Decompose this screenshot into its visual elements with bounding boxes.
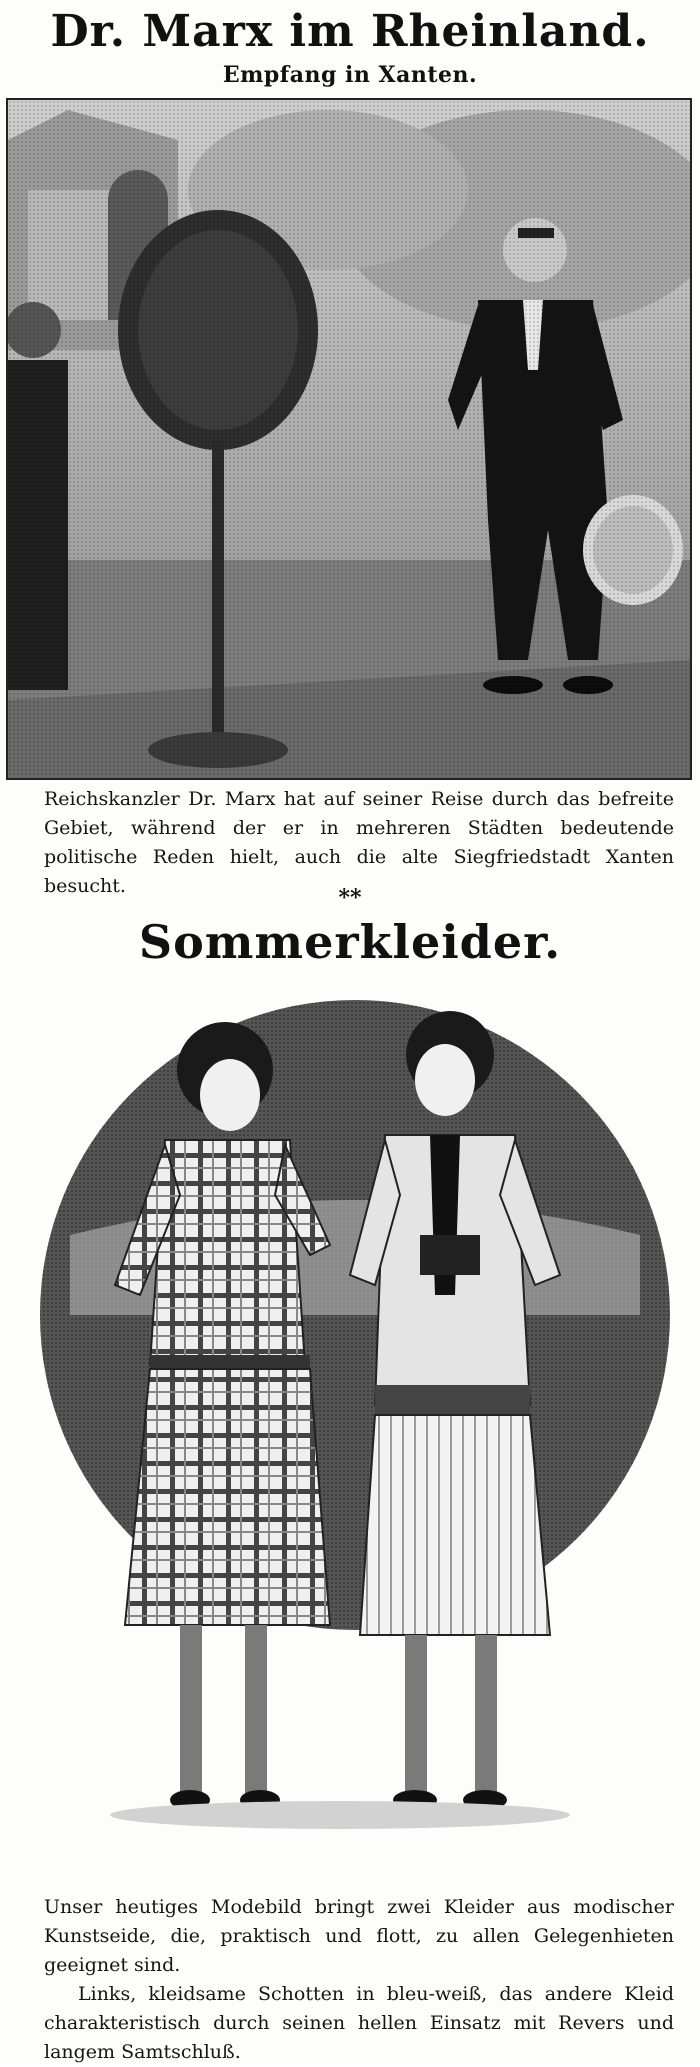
subheadline-xanten: Empfang in Xanten. xyxy=(222,62,478,88)
headline-marx: Dr. Marx im Rheinland. xyxy=(50,6,650,57)
caption-fashion-intro: Unser heutiges Modebild bringt zwei Kleider aus modischer Kunstseide, die, praktisch und flott, zu allen Gelegenhieten geeignet sind. xyxy=(44,1896,674,1976)
caption-marx: Reichskanzler Dr. Marx hat auf seiner Reise durch das befreite Gebiet, während der er in mehreren Städten bedeutende politische Reden hielt, auch die alte Siegfriedstadt Xanten besucht. xyxy=(44,788,674,897)
headline-sommerkleider: Sommerkleider. xyxy=(138,915,562,969)
caption-fashion-detail: Links, kleidsame Schotten in bleu-weiß, das andere Kleid charakteristisch durch seinen hellen Einsatz mit Revers und langem Samtschluß. xyxy=(44,1983,674,2063)
fashion-illustration xyxy=(30,985,680,1885)
section-separator: ** xyxy=(338,885,362,911)
photo-marx-xanten xyxy=(6,98,692,780)
